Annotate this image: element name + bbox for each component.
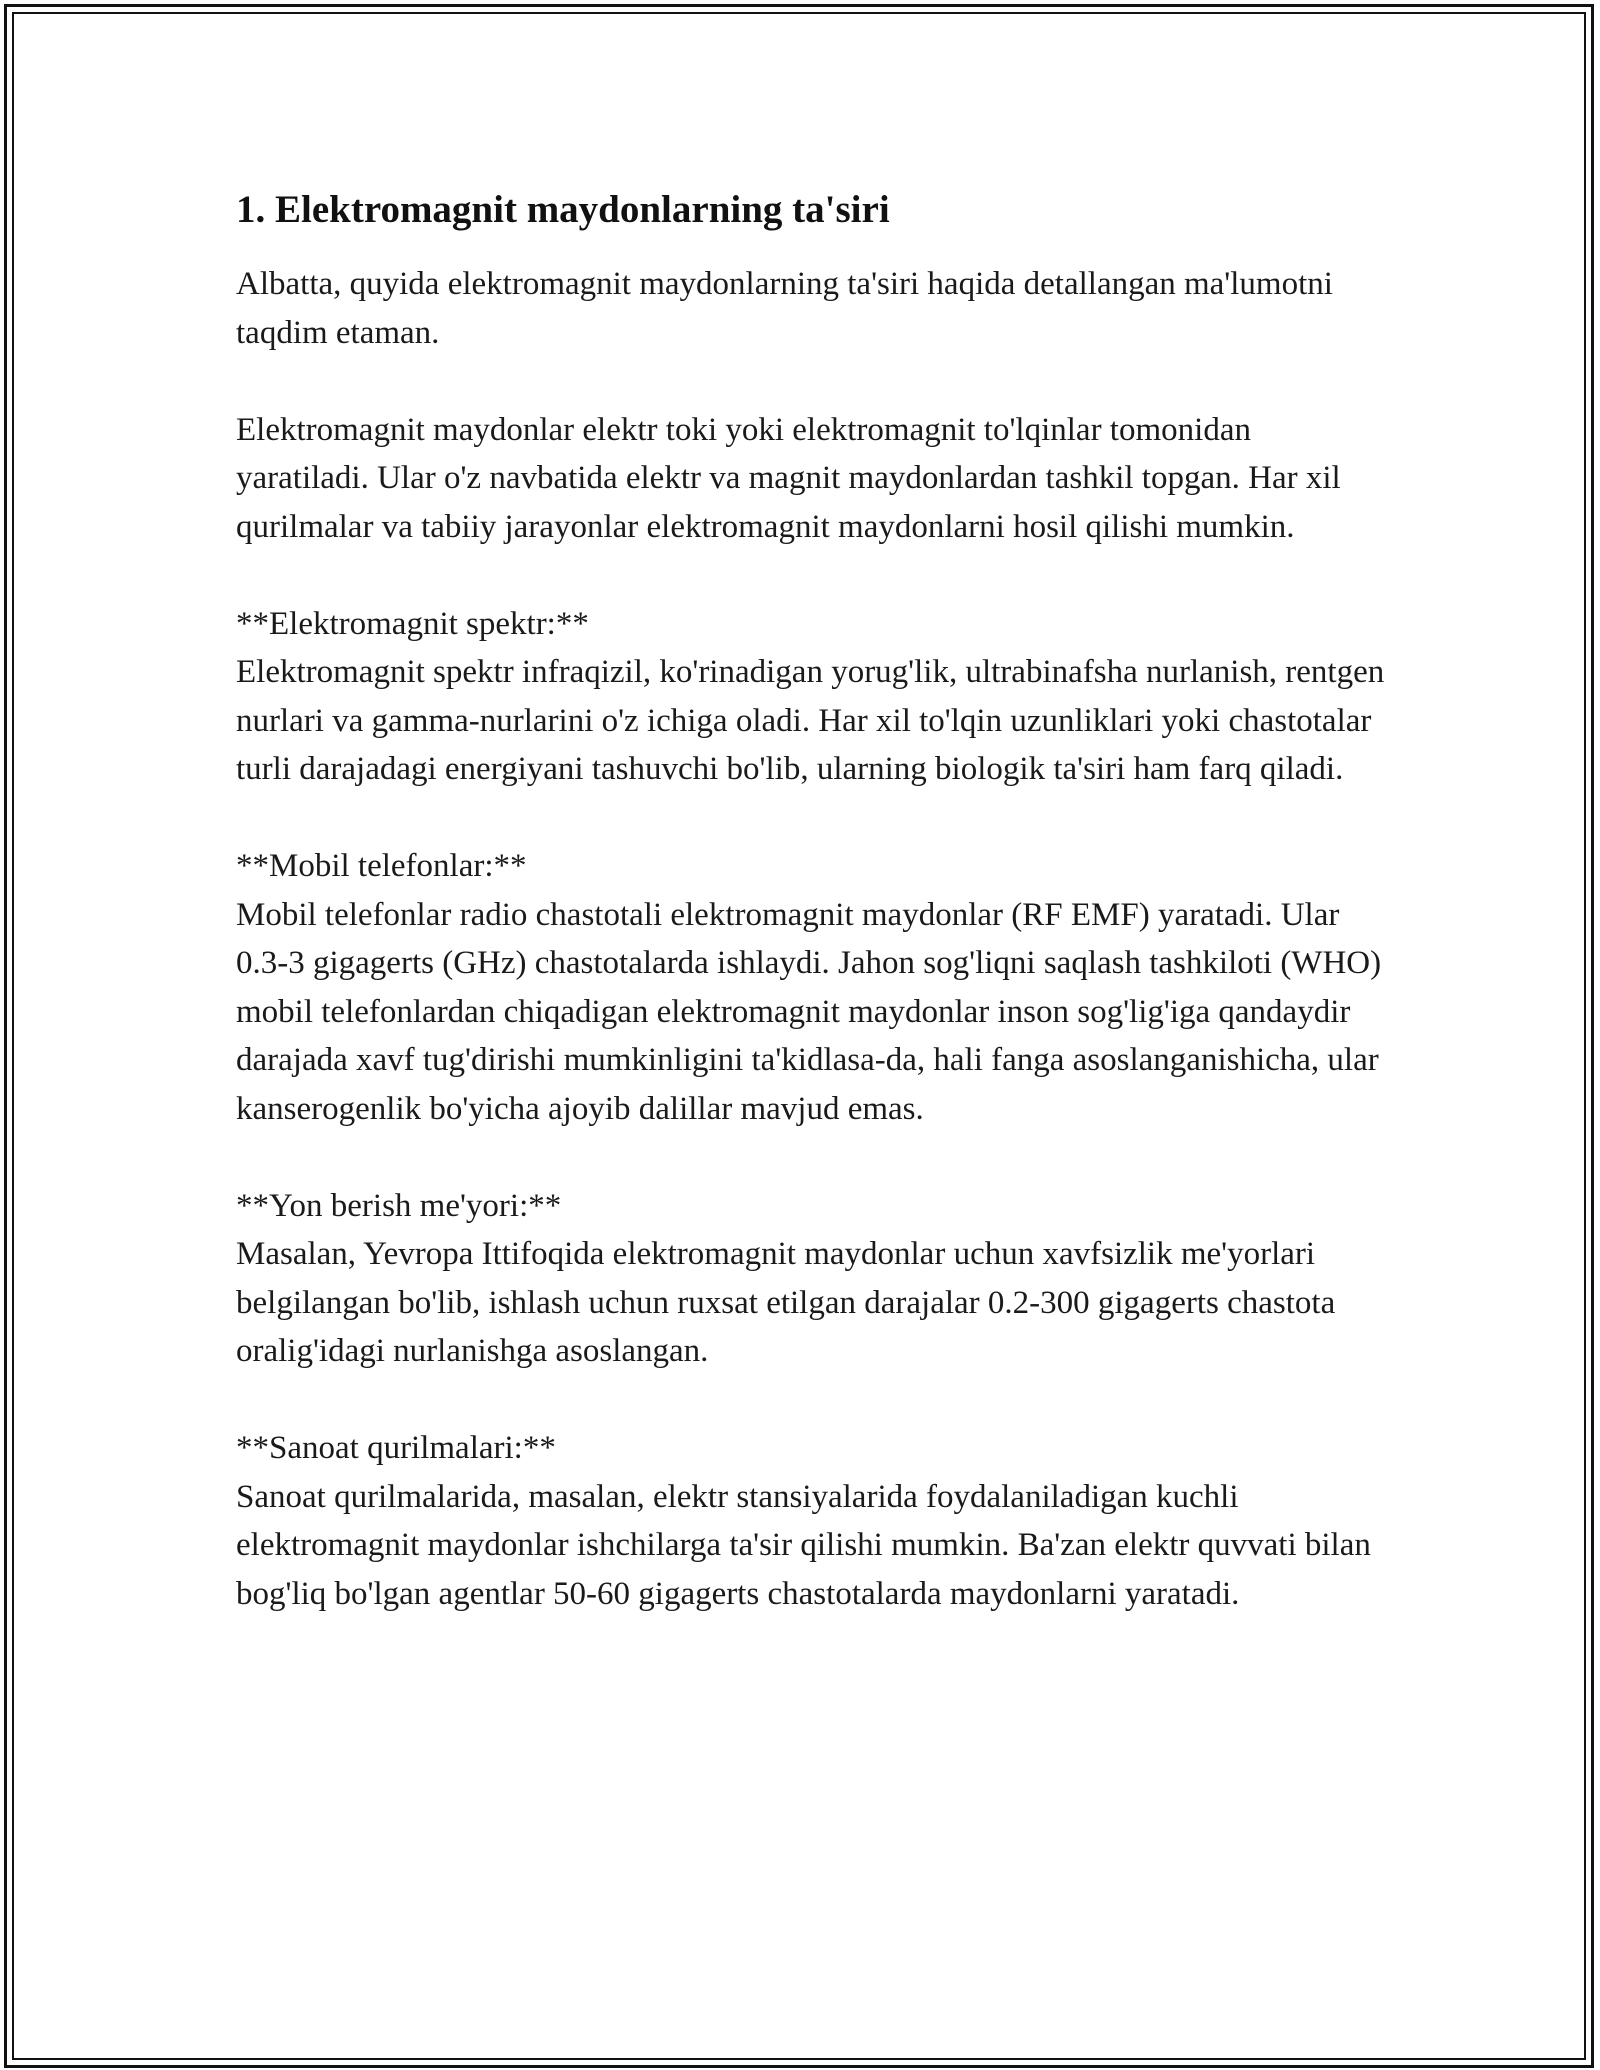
section-body: Masalan, Yevropa Ittifoqida elektromagnit maydonlar uchun xavfsizlik me'yorlari belgilangan bo'lib, ishlash uchun ruxsat etilgan darajalar 0.2-300 gigagerts chastota oralig'idagi nurlanishga asoslangan. [236, 1236, 1336, 1369]
section-body: Elektromagnit spektr infraqizil, ko'rinadigan yorug'lik, ultrabinafsha nurlanish, rentgen nurlari va gamma-nurlarini o'z ichiga oladi. Har xil to'lqin uzunliklari yoki chastotalar turli darajadagi energiyani tashuvchi bo'lib, ularning biologik ta'siri ham farq qiladi. [236, 654, 1385, 787]
overview-paragraph: Elektromagnit maydonlar elektr toki yoki elektromagnit to'lqinlar tomonidan yaratiladi. Ular o'z navbatida elektr va magnit maydonlardan tashkil topgan. Har xil qurilmalar va tabiiy jarayonlar elektromagnit maydonlarni hosil qilishi mumkin. [236, 411, 1341, 545]
section-industrial-devices [236, 1424, 1386, 1618]
section-heading: **Elektromagnit spektr:** [236, 605, 589, 642]
section-heading: **Yon berish me'yori:** [236, 1187, 562, 1224]
section-heading: **Mobil telefonlar:** [236, 848, 527, 884]
document-body [236, 186, 1386, 1667]
section-spectrum [236, 600, 1386, 794]
section-exposure-limits [236, 1182, 1386, 1376]
page-title: 1. Elektromagnit maydonlarning ta'siri [236, 188, 890, 231]
section-body: Sanoat qurilmalarida, masalan, elektr stansiyalarida foydalaniladigan kuchli elektromagnit maydonlar ishchilarga ta'sir qilishi mumkin. Ba'zan elektr quvvati bilan bog'liq bo'lgan agentlar 50-60 gigagerts chastotalarda maydonlarni yaratadi. [236, 1478, 1371, 1612]
section-heading: **Sanoat qurilmalari:** [236, 1430, 556, 1466]
section-body: Mobil telefonlar radio chastotali elektromagnit maydonlar (RF EMF) yaratadi. Ular 0.3-3 gigagerts (GHz) chastotalarda ishlaydi. Jahon sog'liqni saqlash tashkiloti (WHO) mobil telefonlardan chiqadigan elektromagnit maydonlar inson sog'lig'iga qandaydir darajada xavf tug'dirishi mumkinligini ta'kidlasa-da, hali fanga asoslanganishicha, ular kanserogenlik bo'yicha ajoyib dalillar mavjud emas. [236, 896, 1382, 1127]
section-mobile-phones [236, 842, 1386, 1133]
intro-paragraph: Albatta, quyida elektromagnit maydonlarning ta'siri haqida detallangan ma'lumotni taqdim etaman. [236, 266, 1333, 351]
